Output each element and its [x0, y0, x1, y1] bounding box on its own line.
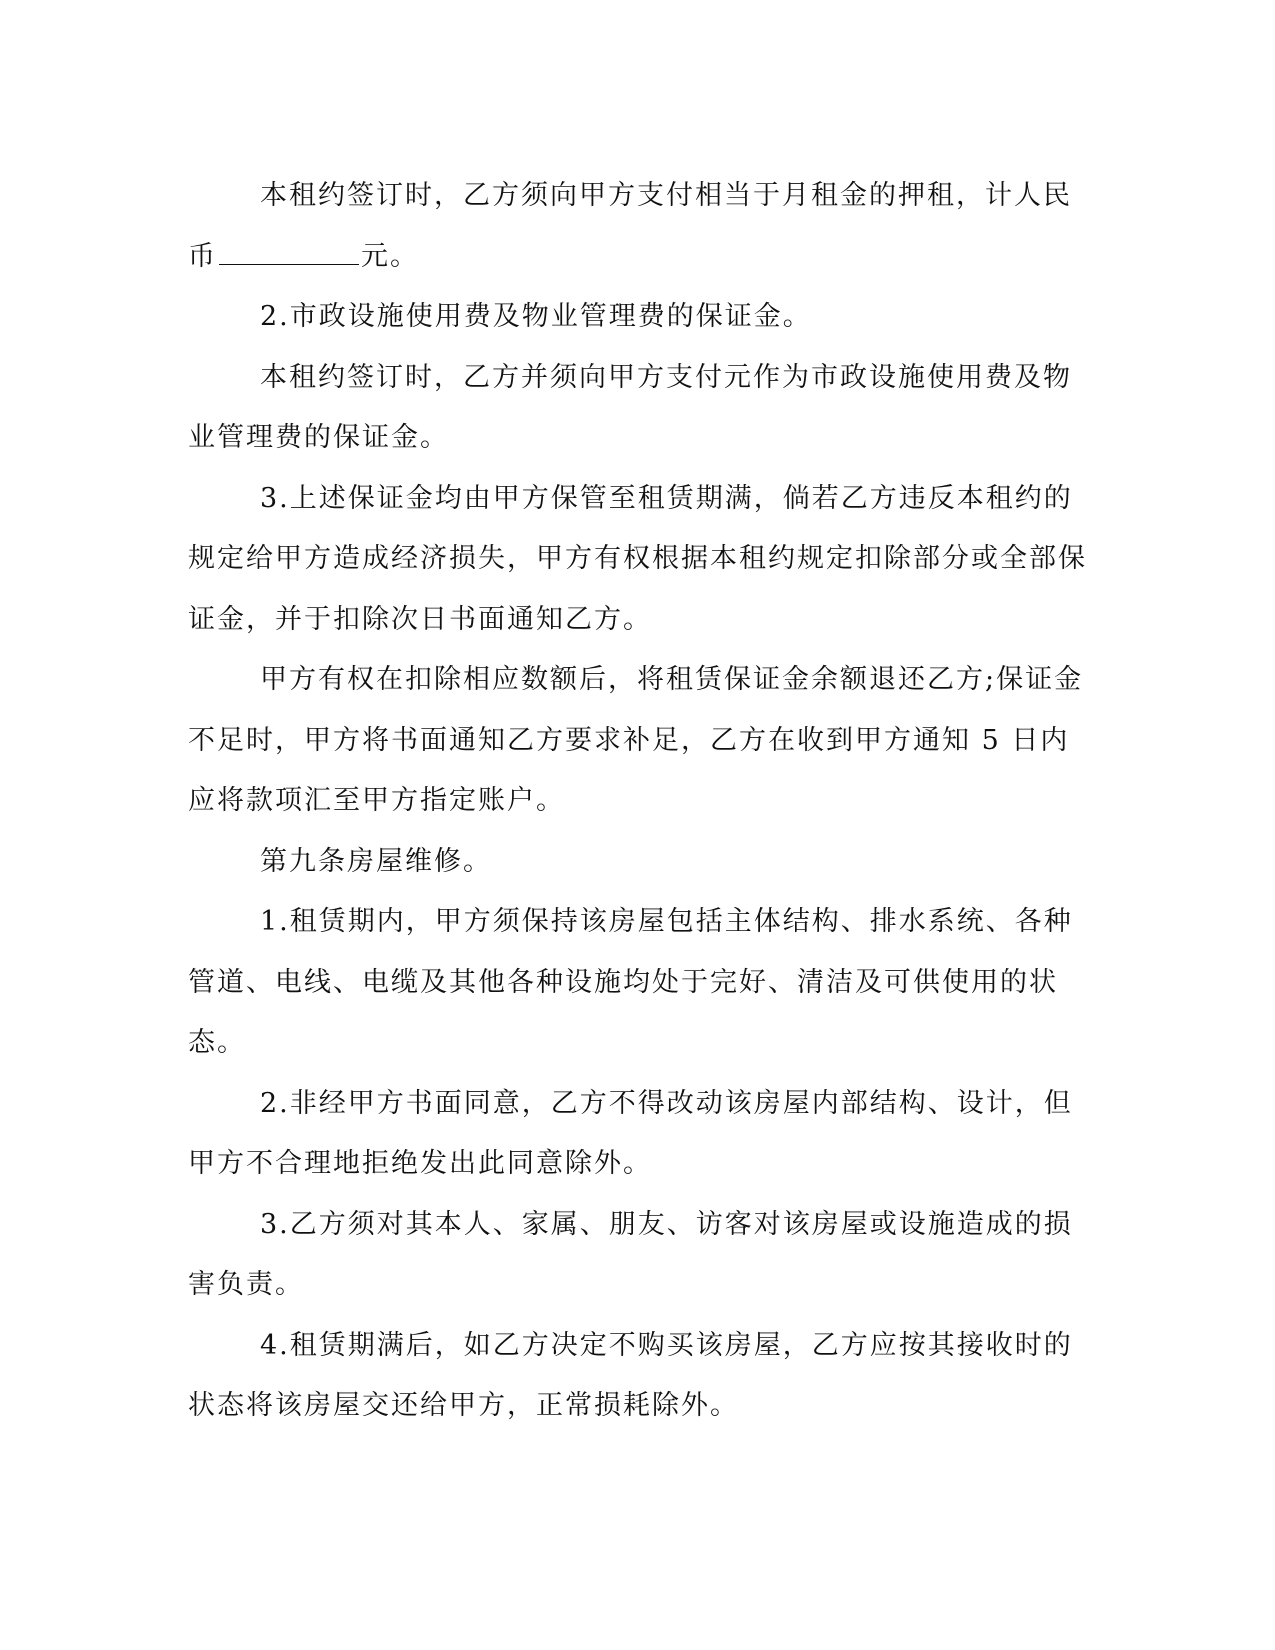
paragraph-maintenance-1: 1.租赁期内，甲方须保持该房屋包括主体结构、排水系统、各种管道、电线、电缆及其他各种设施均处于完好、清洁及可供使用的状态。: [188, 906, 1073, 1058]
paragraph-guarantee-payment: 本租约签订时，乙方并须向甲方支付元作为市政设施使用费及物业管理费的保证金。: [188, 361, 1072, 453]
paragraph-deduction-refund: 甲方有权在扣除相应数额后，将租赁保证金余额退还乙方;保证金不足时，甲方将书面通知乙方要求补足，乙方在收到甲方通知 5 日内应将款项汇至甲方指定账户。: [188, 664, 1084, 816]
paragraph-deposit: [188, 166, 1088, 287]
blank-amount-field: [219, 240, 359, 265]
paragraph-maintenance-4: 4.租赁期满后，如乙方决定不购买该房屋，乙方应按其接收时的状态将该房屋交还给甲方，正常损耗除外。: [188, 1329, 1073, 1421]
paragraph-item-3: 3.上述保证金均由甲方保管至租赁期满，倘若乙方违反本租约的规定给甲方造成经济损失，甲方有权根据本租约规定扣除部分或全部保证金，并于扣除次日书面通知乙方。: [188, 482, 1087, 635]
paragraph-deposit-text: 本租约签订时，乙方须向甲方支付相当于月租金的押租，计人民币: [188, 180, 1072, 272]
paragraph-item-2-heading: 2.市政设施使用费及物业管理费的保证金。: [260, 301, 812, 332]
paragraph-deposit-unit: 元。: [361, 240, 419, 272]
paragraph-maintenance-3: 3.乙方须对其本人、家属、朋友、访客对该房屋或设施造成的损害负责。: [188, 1208, 1073, 1300]
paragraph-maintenance-2: 2.非经甲方书面同意，乙方不得改动该房屋内部结构、设计，但甲方不合理地拒绝发出此同意除外。: [188, 1087, 1073, 1179]
document-body: [188, 166, 1088, 1437]
section-heading-article-9: 第九条房屋维修。: [260, 845, 492, 877]
